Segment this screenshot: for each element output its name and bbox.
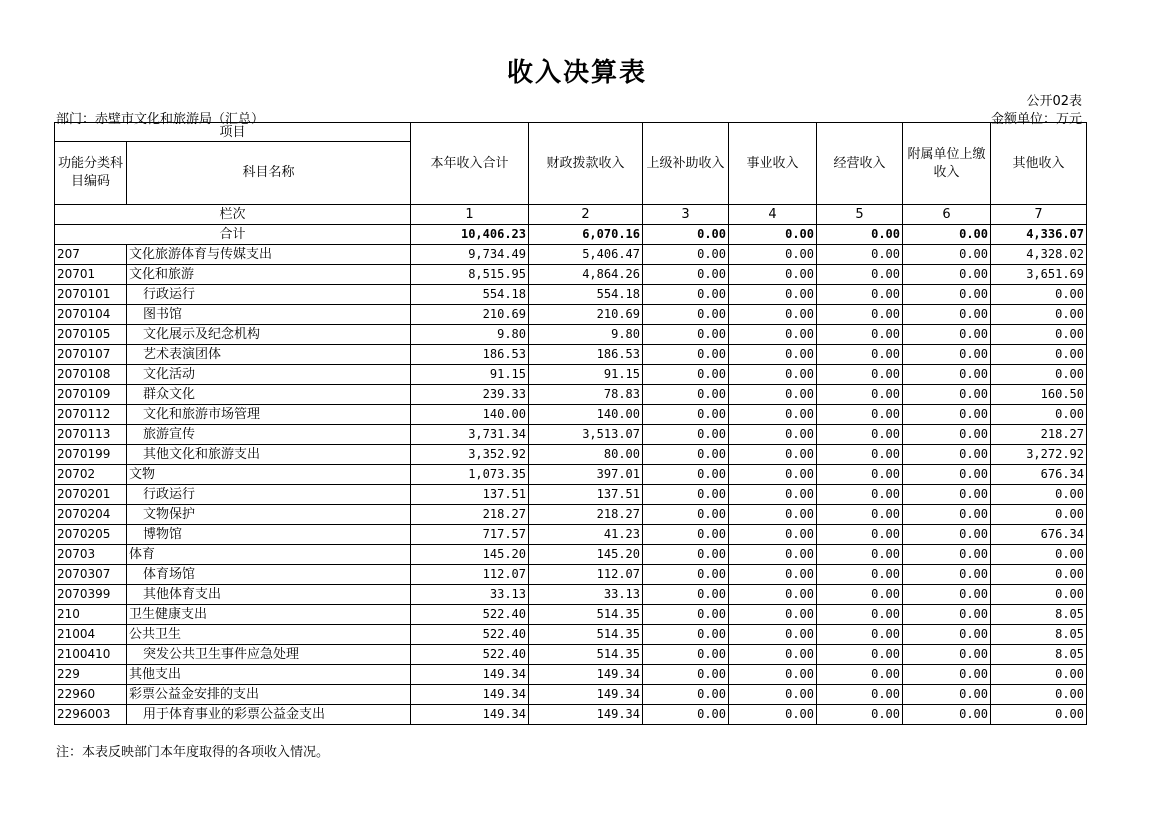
row-value: 0.00 — [643, 505, 729, 525]
row-value: 0.00 — [729, 325, 817, 345]
header-col-3: 上级补助收入 — [643, 123, 729, 205]
col-number: 2 — [529, 205, 643, 225]
row-value: 717.57 — [411, 525, 529, 545]
row-code: 2296003 — [55, 705, 127, 725]
row-value: 397.01 — [529, 465, 643, 485]
col-number: 6 — [903, 205, 991, 225]
row-value: 0.00 — [729, 365, 817, 385]
table-row — [55, 525, 1087, 545]
row-value: 0.00 — [643, 705, 729, 725]
row-value: 676.34 — [991, 525, 1087, 545]
row-value: 0.00 — [729, 265, 817, 285]
table-row — [55, 425, 1087, 445]
row-value: 186.53 — [411, 345, 529, 365]
row-value: 0.00 — [643, 385, 729, 405]
row-value: 0.00 — [817, 625, 903, 645]
total-value: 0.00 — [817, 225, 903, 245]
row-value: 33.13 — [529, 585, 643, 605]
row-value: 0.00 — [991, 485, 1087, 505]
row-value: 0.00 — [903, 605, 991, 625]
table-row — [55, 265, 1087, 285]
row-value: 0.00 — [817, 645, 903, 665]
row-value: 0.00 — [903, 345, 991, 365]
row-name: 行政运行 — [127, 285, 411, 305]
row-value: 149.34 — [529, 665, 643, 685]
row-value: 0.00 — [903, 525, 991, 545]
row-value: 0.00 — [903, 625, 991, 645]
row-value: 0.00 — [903, 505, 991, 525]
row-value: 149.34 — [411, 665, 529, 685]
row-value: 0.00 — [729, 625, 817, 645]
row-value: 0.00 — [991, 365, 1087, 385]
row-value: 522.40 — [411, 645, 529, 665]
header-project: 项目 — [55, 123, 411, 142]
row-value: 0.00 — [817, 305, 903, 325]
row-value: 0.00 — [643, 305, 729, 325]
table-row — [55, 365, 1087, 385]
table-body — [55, 123, 1087, 725]
row-value: 0.00 — [643, 405, 729, 425]
row-value: 0.00 — [903, 285, 991, 305]
table-row — [55, 485, 1087, 505]
row-value: 0.00 — [729, 665, 817, 685]
row-value: 0.00 — [643, 565, 729, 585]
row-value: 0.00 — [817, 485, 903, 505]
row-value: 1,073.35 — [411, 465, 529, 485]
row-code: 2070205 — [55, 525, 127, 545]
income-table — [54, 122, 1087, 725]
row-value: 0.00 — [729, 585, 817, 605]
row-value: 0.00 — [991, 285, 1087, 305]
row-value: 78.83 — [529, 385, 643, 405]
page-title: 收入决算表 — [506, 58, 647, 88]
row-value: 0.00 — [817, 545, 903, 565]
row-value: 0.00 — [991, 405, 1087, 425]
row-value: 522.40 — [411, 625, 529, 645]
row-value: 0.00 — [991, 345, 1087, 365]
row-value: 0.00 — [991, 685, 1087, 705]
table-row — [55, 325, 1087, 345]
total-value: 6,070.16 — [529, 225, 643, 245]
row-value: 0.00 — [643, 625, 729, 645]
row-value: 0.00 — [817, 605, 903, 625]
row-code: 2070199 — [55, 445, 127, 465]
row-value: 0.00 — [817, 685, 903, 705]
table-row — [55, 585, 1087, 605]
row-value: 676.34 — [991, 465, 1087, 485]
table-row — [55, 665, 1087, 685]
row-value: 140.00 — [411, 405, 529, 425]
col-number: 4 — [729, 205, 817, 225]
row-value: 91.15 — [529, 365, 643, 385]
row-value: 0.00 — [903, 325, 991, 345]
row-code: 2070204 — [55, 505, 127, 525]
row-value: 3,651.69 — [991, 265, 1087, 285]
table-row — [55, 245, 1087, 265]
row-value: 0.00 — [817, 425, 903, 445]
row-value: 0.00 — [643, 425, 729, 445]
row-name: 行政运行 — [127, 485, 411, 505]
row-value: 0.00 — [817, 565, 903, 585]
row-value: 0.00 — [903, 445, 991, 465]
table-row — [55, 625, 1087, 645]
row-code: 21004 — [55, 625, 127, 645]
row-value: 160.50 — [991, 385, 1087, 405]
row-value: 522.40 — [411, 605, 529, 625]
table-row — [55, 345, 1087, 365]
row-value: 0.00 — [903, 365, 991, 385]
row-value: 5,406.47 — [529, 245, 643, 265]
row-value: 0.00 — [643, 365, 729, 385]
row-value: 0.00 — [817, 405, 903, 425]
row-value: 514.35 — [529, 625, 643, 645]
row-value: 0.00 — [817, 585, 903, 605]
row-value: 149.34 — [529, 685, 643, 705]
row-value: 0.00 — [903, 385, 991, 405]
row-value: 145.20 — [411, 545, 529, 565]
row-value: 0.00 — [903, 485, 991, 505]
row-value: 4,328.02 — [991, 245, 1087, 265]
table-row — [55, 465, 1087, 485]
row-value: 149.34 — [411, 705, 529, 725]
col-number: 7 — [991, 205, 1087, 225]
row-value: 0.00 — [643, 465, 729, 485]
row-value: 218.27 — [991, 425, 1087, 445]
row-name: 其他体育支出 — [127, 585, 411, 605]
row-value: 3,272.92 — [991, 445, 1087, 465]
row-value: 0.00 — [903, 585, 991, 605]
row-value: 0.00 — [991, 665, 1087, 685]
row-value: 4,864.26 — [529, 265, 643, 285]
row-code: 2070104 — [55, 305, 127, 325]
row-name: 彩票公益金安排的支出 — [127, 685, 411, 705]
total-value: 10,406.23 — [411, 225, 529, 245]
row-value: 0.00 — [729, 285, 817, 305]
row-value: 8,515.95 — [411, 265, 529, 285]
row-code: 2070112 — [55, 405, 127, 425]
header-col-6: 附属单位上缴收入 — [903, 123, 991, 205]
row-value: 218.27 — [411, 505, 529, 525]
row-code: 2070201 — [55, 485, 127, 505]
row-value: 554.18 — [529, 285, 643, 305]
row-code: 2070108 — [55, 365, 127, 385]
row-code: 2070113 — [55, 425, 127, 445]
row-value: 9.80 — [529, 325, 643, 345]
row-value: 80.00 — [529, 445, 643, 465]
row-value: 0.00 — [729, 505, 817, 525]
row-code: 2070307 — [55, 565, 127, 585]
row-value: 0.00 — [817, 245, 903, 265]
row-value: 0.00 — [643, 665, 729, 685]
row-value: 0.00 — [729, 445, 817, 465]
row-value: 0.00 — [991, 585, 1087, 605]
row-value: 112.07 — [529, 565, 643, 585]
table-row — [55, 705, 1087, 725]
row-value: 0.00 — [903, 405, 991, 425]
row-name: 体育场馆 — [127, 565, 411, 585]
row-code: 229 — [55, 665, 127, 685]
row-value: 0.00 — [991, 325, 1087, 345]
row-value: 0.00 — [991, 305, 1087, 325]
row-value: 8.05 — [991, 605, 1087, 625]
row-value: 0.00 — [903, 465, 991, 485]
row-value: 0.00 — [729, 465, 817, 485]
row-name: 艺术表演团体 — [127, 345, 411, 365]
row-value: 0.00 — [817, 345, 903, 365]
row-value: 0.00 — [643, 345, 729, 365]
row-code: 2070101 — [55, 285, 127, 305]
row-value: 0.00 — [991, 565, 1087, 585]
row-name: 群众文化 — [127, 385, 411, 405]
row-value: 0.00 — [643, 545, 729, 565]
row-code: 210 — [55, 605, 127, 625]
total-label: 合计 — [55, 225, 411, 245]
row-name: 文物保护 — [127, 505, 411, 525]
row-value: 0.00 — [729, 405, 817, 425]
row-value: 0.00 — [643, 445, 729, 465]
row-value: 0.00 — [729, 545, 817, 565]
row-value: 0.00 — [643, 525, 729, 545]
row-value: 9.80 — [411, 325, 529, 345]
form-number: 公开02表 — [1026, 94, 1082, 109]
row-code: 20701 — [55, 265, 127, 285]
col-number: 1 — [411, 205, 529, 225]
table-row — [55, 605, 1087, 625]
row-code: 20703 — [55, 545, 127, 565]
row-name: 突发公共卫生事件应急处理 — [127, 645, 411, 665]
row-name: 用于体育事业的彩票公益金支出 — [127, 705, 411, 725]
row-value: 0.00 — [817, 365, 903, 385]
row-value: 0.00 — [903, 565, 991, 585]
row-code: 22960 — [55, 685, 127, 705]
row-value: 149.34 — [529, 705, 643, 725]
row-value: 140.00 — [529, 405, 643, 425]
table-row — [55, 305, 1087, 325]
row-name: 其他文化和旅游支出 — [127, 445, 411, 465]
row-name: 其他支出 — [127, 665, 411, 685]
row-name: 卫生健康支出 — [127, 605, 411, 625]
col-number: 3 — [643, 205, 729, 225]
row-value: 0.00 — [729, 645, 817, 665]
row-value: 91.15 — [411, 365, 529, 385]
row-value: 0.00 — [729, 525, 817, 545]
row-value: 0.00 — [729, 345, 817, 365]
total-value: 0.00 — [903, 225, 991, 245]
row-code: 2070399 — [55, 585, 127, 605]
row-value: 0.00 — [643, 485, 729, 505]
row-value: 0.00 — [729, 305, 817, 325]
row-value: 0.00 — [643, 285, 729, 305]
total-value: 0.00 — [729, 225, 817, 245]
table-row — [55, 645, 1087, 665]
row-value: 0.00 — [643, 325, 729, 345]
row-code: 207 — [55, 245, 127, 265]
header-col-4: 事业收入 — [729, 123, 817, 205]
row-value: 239.33 — [411, 385, 529, 405]
row-value: 0.00 — [729, 245, 817, 265]
row-value: 0.00 — [903, 545, 991, 565]
row-value: 0.00 — [643, 265, 729, 285]
row-value: 0.00 — [903, 665, 991, 685]
row-name: 文物 — [127, 465, 411, 485]
row-name: 博物馆 — [127, 525, 411, 545]
row-value: 112.07 — [411, 565, 529, 585]
row-value: 3,731.34 — [411, 425, 529, 445]
row-value: 0.00 — [729, 485, 817, 505]
row-code: 2070105 — [55, 325, 127, 345]
col-number: 5 — [817, 205, 903, 225]
row-value: 0.00 — [817, 265, 903, 285]
row-value: 186.53 — [529, 345, 643, 365]
row-value: 0.00 — [817, 445, 903, 465]
table-row — [55, 445, 1087, 465]
row-value: 0.00 — [903, 685, 991, 705]
row-value: 0.00 — [643, 685, 729, 705]
row-value: 0.00 — [817, 285, 903, 305]
row-name: 文化和旅游市场管理 — [127, 405, 411, 425]
row-value: 0.00 — [903, 645, 991, 665]
row-name: 体育 — [127, 545, 411, 565]
total-row — [55, 225, 1087, 245]
header-col-5: 经营收入 — [817, 123, 903, 205]
department-label: 部门：赤壁市文化和旅游局（汇总） — [56, 112, 265, 127]
row-value: 514.35 — [529, 605, 643, 625]
row-value: 210.69 — [529, 305, 643, 325]
row-name: 图书馆 — [127, 305, 411, 325]
row-value: 0.00 — [729, 565, 817, 585]
row-value: 0.00 — [991, 705, 1087, 725]
row-value: 145.20 — [529, 545, 643, 565]
row-value: 0.00 — [643, 605, 729, 625]
table-row — [55, 385, 1087, 405]
row-name: 公共卫生 — [127, 625, 411, 645]
row-value: 0.00 — [903, 305, 991, 325]
row-value: 210.69 — [411, 305, 529, 325]
row-value: 0.00 — [991, 505, 1087, 525]
row-value: 0.00 — [817, 665, 903, 685]
row-value: 0.00 — [729, 705, 817, 725]
row-value: 0.00 — [903, 705, 991, 725]
row-value: 0.00 — [903, 245, 991, 265]
row-value: 514.35 — [529, 645, 643, 665]
total-value: 4,336.07 — [991, 225, 1087, 245]
row-name: 文化展示及纪念机构 — [127, 325, 411, 345]
row-value: 0.00 — [729, 385, 817, 405]
row-name: 文化旅游体育与传媒支出 — [127, 245, 411, 265]
table-row — [55, 565, 1087, 585]
row-value: 41.23 — [529, 525, 643, 545]
row-value: 0.00 — [991, 545, 1087, 565]
row-value: 0.00 — [817, 385, 903, 405]
table-row — [55, 685, 1087, 705]
row-value: 0.00 — [643, 585, 729, 605]
row-value: 0.00 — [729, 605, 817, 625]
row-value: 149.34 — [411, 685, 529, 705]
row-value: 137.51 — [411, 485, 529, 505]
header-col-2: 财政拨款收入 — [529, 123, 643, 205]
table-row — [55, 285, 1087, 305]
row-code: 2070109 — [55, 385, 127, 405]
row-value: 33.13 — [411, 585, 529, 605]
row-value: 8.05 — [991, 625, 1087, 645]
row-value: 0.00 — [729, 685, 817, 705]
row-value: 137.51 — [529, 485, 643, 505]
row-value: 0.00 — [817, 505, 903, 525]
row-value: 9,734.49 — [411, 245, 529, 265]
row-name: 文化活动 — [127, 365, 411, 385]
unit-label: 金额单位：万元 — [990, 112, 1082, 127]
footnote: 注：本表反映部门本年度取得的各项收入情况。 — [56, 745, 330, 760]
row-value: 0.00 — [729, 425, 817, 445]
row-value: 3,352.92 — [411, 445, 529, 465]
row-value: 0.00 — [817, 465, 903, 485]
row-value: 0.00 — [643, 645, 729, 665]
row-value: 0.00 — [903, 265, 991, 285]
row-name: 文化和旅游 — [127, 265, 411, 285]
table-row — [55, 545, 1087, 565]
header-col-1: 本年收入合计 — [411, 123, 529, 205]
row-value: 8.05 — [991, 645, 1087, 665]
row-value: 0.00 — [817, 525, 903, 545]
row-value: 0.00 — [903, 425, 991, 445]
row-code: 20702 — [55, 465, 127, 485]
table-row — [55, 505, 1087, 525]
row-value: 0.00 — [817, 705, 903, 725]
row-number-label: 栏次 — [55, 205, 411, 225]
row-code: 2070107 — [55, 345, 127, 365]
table-row — [55, 405, 1087, 425]
header-code: 功能分类科目编码 — [55, 142, 127, 205]
row-name: 旅游宣传 — [127, 425, 411, 445]
row-code: 2100410 — [55, 645, 127, 665]
row-value: 3,513.07 — [529, 425, 643, 445]
row-value: 0.00 — [817, 325, 903, 345]
row-value: 218.27 — [529, 505, 643, 525]
header-col-7: 其他收入 — [991, 123, 1087, 205]
row-value: 554.18 — [411, 285, 529, 305]
row-value: 0.00 — [643, 245, 729, 265]
header-name: 科目名称 — [127, 142, 411, 205]
total-value: 0.00 — [643, 225, 729, 245]
